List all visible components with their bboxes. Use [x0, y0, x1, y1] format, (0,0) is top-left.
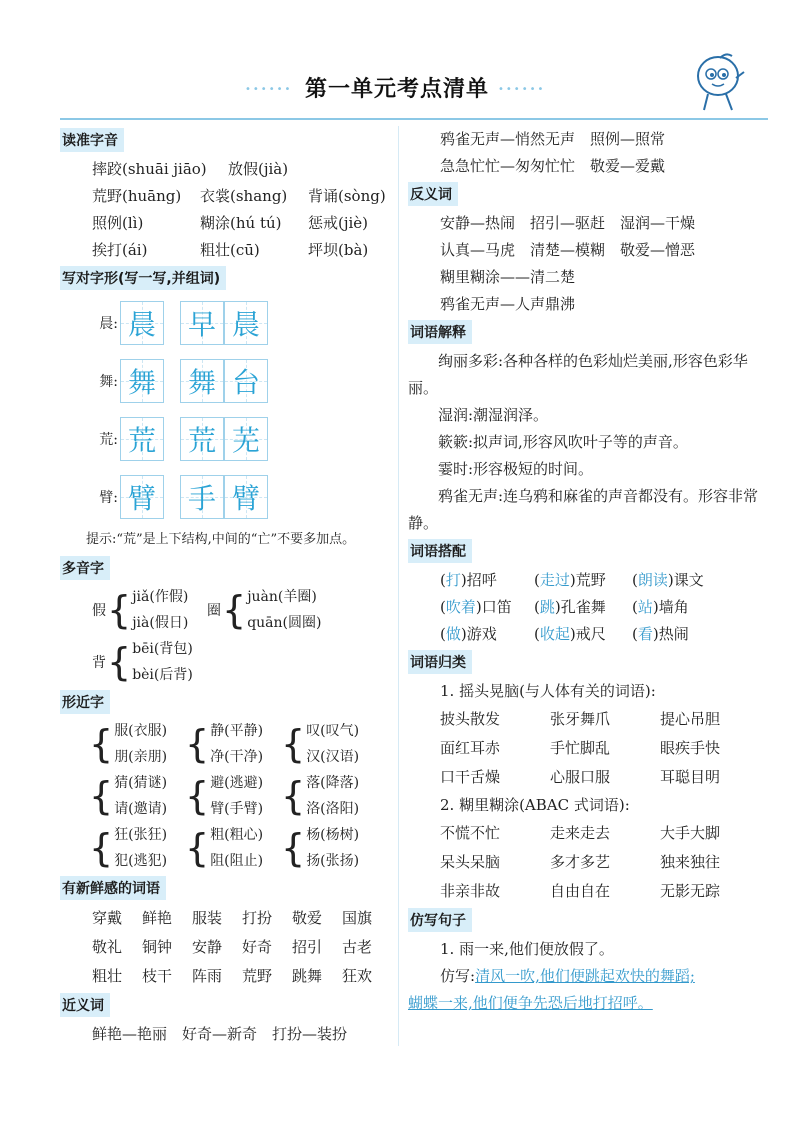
pinyin-row [60, 210, 385, 237]
similar-group: { 静(平静) 净(干净) [185, 722, 264, 766]
pinyin-row [60, 237, 385, 264]
synonym-line: 急急忙忙—匆匆忙忙 敬爱—爱戴 [440, 157, 666, 175]
imitate-label: 仿写: [440, 967, 476, 985]
char-box: 舞 [180, 359, 224, 403]
pinyin-row [60, 156, 385, 183]
pinyin-item: 背诵(sòng) [308, 187, 386, 205]
word: 敬礼 [92, 938, 123, 956]
collocation-row: (打)招呼 (走过)荒野 (朗读)课文 [440, 571, 704, 589]
explain-line: 霎时:形容极短的时间。 [438, 460, 594, 478]
section-heading-antonym: 反义词 [408, 182, 458, 206]
word: 不慌不忙 [440, 824, 501, 842]
word: 荒野 [242, 967, 273, 985]
classify-words-grid [408, 705, 768, 792]
classify-subheading: 1. 摇头晃脑(与人体有关的词语): [440, 682, 656, 700]
word: 穿戴 [92, 909, 123, 927]
word: 独来独往 [660, 853, 721, 871]
writing-label: 荒: [99, 432, 118, 448]
section-heading-polyphone: 多音字 [60, 556, 110, 580]
word: 粗壮 [92, 967, 123, 985]
word: 无影无踪 [660, 882, 721, 900]
title-underline [60, 118, 768, 120]
word: 跳舞 [292, 967, 323, 985]
section-heading-explain: 词语解释 [408, 320, 472, 344]
antonym-line: 认真—马虎 清楚—模糊 敬爱—憎恶 [440, 241, 696, 259]
imitate-answer-cont [408, 990, 768, 1017]
writing-label: 臂: [99, 490, 118, 506]
word: 呆头呆脑 [440, 853, 501, 871]
char-box: 手 [180, 475, 224, 519]
word: 打扮 [242, 909, 273, 927]
pinyin-item: 照例(lì) [92, 214, 144, 232]
imitate-answer [408, 963, 768, 990]
word: 铜钟 [142, 938, 173, 956]
writing-row [60, 294, 385, 352]
collocation-list [408, 567, 768, 648]
char-box: 荒 [120, 417, 164, 461]
fresh-words-grid [60, 904, 385, 991]
classify-subheading: 2. 糊里糊涂(ABAC 式词语): [440, 796, 630, 814]
section-heading-imitate: 仿写句子 [408, 908, 472, 932]
word: 提心吊胆 [660, 710, 721, 728]
word: 枝干 [142, 967, 173, 985]
similar-group: { 落(降落) 洛(洛阳) [281, 774, 360, 818]
word: 服装 [192, 909, 223, 927]
char-box: 台 [224, 359, 268, 403]
section-heading-similar: 形近字 [60, 690, 110, 714]
word: 心服口服 [550, 768, 611, 786]
word: 敬爱 [292, 909, 323, 927]
pinyin-row [60, 183, 385, 210]
word: 张牙舞爪 [550, 710, 611, 728]
synonym-line: 鸦雀无声—悄然无声 照例—照常 [440, 130, 666, 148]
writing-tip: 提示:“荒”是上下结构,中间的“亡”不要多加点。 [86, 532, 356, 547]
polyphone-item: 圈 { juàn(羊圈) quān(圆圈) [207, 588, 322, 632]
polyphone-list [60, 584, 385, 688]
word: 狂欢 [342, 967, 373, 985]
word: 披头散发 [440, 710, 501, 728]
word: 招引 [292, 938, 323, 956]
word: 眼疾手快 [660, 739, 721, 757]
similar-group: { 粗(粗心) 阻(阻止) [185, 826, 264, 870]
section-heading-pinyin: 读准字音 [60, 128, 124, 152]
writing-row [60, 468, 385, 526]
title-dots-right: •••••• [498, 84, 546, 95]
similar-group: { 狂(张狂) 犯(逃犯) [89, 826, 168, 870]
pinyin-item: 荒野(huāng) [92, 187, 182, 205]
section-heading-synonym: 近义词 [60, 993, 110, 1017]
antonym-line: 鸦雀无声—人声鼎沸 [440, 295, 576, 313]
word: 非亲非故 [440, 882, 501, 900]
imitate-answer-part2: 蝴蝶一来,他们便争先恐后地打招呼。 [408, 994, 653, 1012]
left-column [60, 126, 385, 1048]
section-heading-fresh-words: 有新鲜感的词语 [60, 876, 166, 900]
char-box: 晨 [224, 301, 268, 345]
word: 安静 [192, 938, 223, 956]
word: 古老 [342, 938, 373, 956]
char-box: 芜 [224, 417, 268, 461]
explain-line: 湿润:潮湿润泽。 [438, 406, 549, 424]
word: 好奇 [242, 938, 273, 956]
page-title: 第一单元考点清单 [305, 77, 490, 102]
polyphone-item: 假 { jiǎ(作假) jià(假日) [92, 588, 189, 632]
imitate-answer-part1: 清风一吹,他们便跳起欢快的舞蹈; [475, 967, 695, 985]
collocation-row: (吹着)口笛 (跳)孔雀舞 (站)墙角 [440, 598, 689, 616]
polyphone-item: 背 { bēi(背包) bèi(后背) [92, 640, 193, 684]
similar-group: { 避(逃避) 臂(手臂) [185, 774, 264, 818]
char-box: 早 [180, 301, 224, 345]
imitate-example: 1. 雨一来,他们便放假了。 [440, 940, 614, 958]
writing-row [60, 410, 385, 468]
section-heading-writing: 写对字形(写一写,并组词) [60, 266, 226, 290]
pinyin-item: 摔跤(shuāi jiāo) [92, 160, 207, 178]
collocation-row: (做)游戏 (收起)戒尺 (看)热闹 [440, 625, 689, 643]
mascot-icon [690, 52, 750, 114]
pinyin-item: 糊涂(hú tú) [200, 214, 282, 232]
title-dots-left: •••••• [245, 84, 293, 95]
classify-words-grid [408, 819, 768, 906]
word: 面红耳赤 [440, 739, 501, 757]
char-box: 臂 [120, 475, 164, 519]
antonym-line: 糊里糊涂——清二楚 [440, 268, 576, 286]
char-box: 荒 [180, 417, 224, 461]
similar-group: { 服(衣服) 朋(亲朋) [89, 722, 168, 766]
antonym-line: 安静—热闹 招引—驱赶 湿润—干燥 [440, 214, 696, 232]
word: 口干舌燥 [440, 768, 501, 786]
right-column [408, 126, 768, 1017]
char-box: 晨 [120, 301, 164, 345]
word: 阵雨 [192, 967, 223, 985]
word: 走来走去 [550, 824, 611, 842]
char-box: 舞 [120, 359, 164, 403]
pinyin-item: 放假(jià) [228, 160, 289, 178]
char-box: 臂 [224, 475, 268, 519]
word: 自由自在 [550, 882, 611, 900]
similar-group: { 猜(猜谜) 请(邀请) [89, 774, 168, 818]
writing-label: 晨: [99, 316, 118, 332]
pinyin-item: 惩戒(jiè) [308, 214, 369, 232]
explain-line: 绚丽多彩:各种各样的色彩灿烂美丽,形容色彩华丽。 [408, 352, 748, 397]
writing-row [60, 352, 385, 410]
pinyin-list [60, 156, 385, 264]
explain-line: 鸦雀无声:连乌鸦和麻雀的声音都没有。形容非常静。 [408, 487, 759, 532]
synonym-line: 鲜艳—艳丽 好奇—新奇 打扮—装扮 [92, 1025, 348, 1043]
word: 大手大脚 [660, 824, 721, 842]
writing-label: 舞: [99, 374, 118, 390]
explain-line: 簌簌:拟声词,形容风吹叶子等的声音。 [438, 433, 688, 451]
writing-grid [60, 294, 385, 526]
pinyin-item: 挨打(ái) [92, 241, 148, 259]
section-heading-classify: 词语归类 [408, 650, 472, 674]
title-bar [0, 70, 800, 110]
section-heading-collocation: 词语搭配 [408, 539, 472, 563]
word: 手忙脚乱 [550, 739, 611, 757]
similar-grid [60, 718, 385, 874]
pinyin-item: 衣裳(shang) [200, 187, 288, 205]
word: 耳聪目明 [660, 768, 721, 786]
word: 多才多艺 [550, 853, 611, 871]
column-divider [398, 126, 399, 1046]
pinyin-item: 粗壮(cū) [200, 241, 260, 259]
pinyin-item: 坪坝(bà) [308, 241, 369, 259]
similar-group: { 叹(叹气) 汉(汉语) [281, 722, 360, 766]
word: 鲜艳 [142, 909, 173, 927]
similar-group: { 杨(杨树) 扬(张扬) [281, 826, 360, 870]
word: 国旗 [342, 909, 373, 927]
